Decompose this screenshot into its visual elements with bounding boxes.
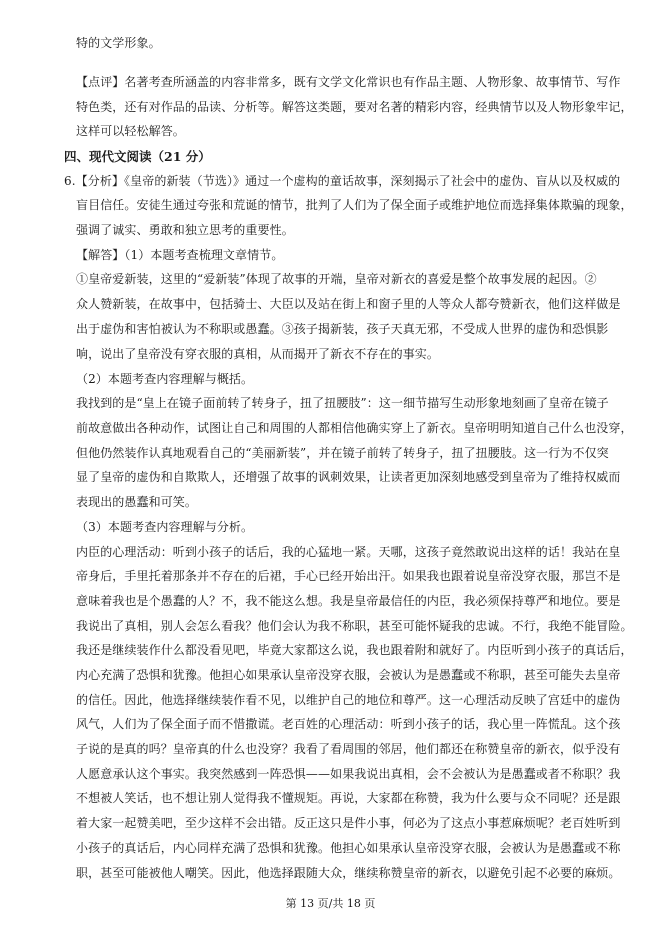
text-line: 强调了诚实、勇敢和独立思考的重要性。: [76, 223, 294, 237]
text-line: 人愿意承认这个事实。我突然感到一阵恐惧——如果我说出真相，会不会被认为是愚蠢或者不称职？我: [76, 767, 621, 781]
text-line: 帝身后，手里托着那条并不存在的后裙，手心已经开始出汗。如果我也跟着说皇帝没穿衣服，那岂不是: [76, 569, 621, 583]
text-line: 响，说出了皇帝没有穿衣服的真相，从而揭开了新衣不存在的事实。: [76, 347, 440, 361]
section-heading: 四、现代文阅读（21 分）: [64, 149, 211, 164]
text-line: 这样可以轻松解答。: [76, 124, 185, 138]
question-analysis-line: 6.【分析】《皇帝的新装（节选）》通过一个虚构的童话故事，深刻揭示了社会中的虚伪、盲从以及权威的: [64, 174, 621, 188]
text-line: 不想被人笑话，也不想让别人觉得我不懂规矩。再说，大家都在称赞，我为什么要与众不同呢？还是跟: [76, 791, 621, 805]
text-line: 我说出了真相，别人会怎么看我？他们会认为我不称职，甚至可能怀疑我的忠诚。不行，我绝不能冒险。: [76, 619, 633, 633]
text-line: 职，甚至可能被他人嘲笑。因此，他选择跟随大众，继续称赞皇帝的新衣，以避免引起不必要的麻烦。: [76, 866, 621, 880]
text-line: 众人赞新装，在故事中，包括骑士、大臣以及站在街上和窗子里的人等众人都夸赞新衣，他们这样做是: [76, 297, 621, 311]
answer-line: 【解答】（1）本题考查梳理文章情节。: [76, 248, 284, 262]
text-line: 着大家一起赞美吧，至少这样不会出错。反正这只是件小事，何必为了这点小事惹麻烦呢？老百姓听到: [76, 816, 621, 830]
text-line: 特色类，还有对作品的品读、分析等。解答这类题，要对名著的精彩内容，经典情节以及人物形象牢记，: [76, 100, 633, 114]
text-line: 但他仍然装作认真地观看自己的“美丽新装”，并在镜子前转了转身子，扭了扭腰肢。这一行为不仅突: [76, 446, 609, 460]
subquestion-line: （3）本题考查内容理解与分析。: [76, 520, 254, 534]
subquestion-line: （2）本题考查内容理解与概括。: [76, 372, 254, 386]
text-line: 的信任。因此，他选择继续装作看不见，以维护自己的地位和尊严。这一心理活动反映了宫廷中的虚伪: [76, 693, 621, 707]
text-line: 子说的是真的吗？皇帝真的什么也没穿？我看了看周围的邻居，他们都还在称赞皇帝的新衣，似乎没有: [76, 742, 621, 756]
text-line: 盲目信任。安徒生通过夸张和荒诞的情节，批判了人们为了保全面子或维护地位而选择集体欺骗的现象，: [76, 198, 633, 212]
page-footer: 第 13 页/共 18 页: [285, 897, 376, 910]
text-line: 意味着我也是个愚蠢的人？不，我不能这么想。我是皇帝最信任的内臣，我必须保持尊严和地位。要是: [76, 594, 621, 608]
text-line: 显了皇帝的虚伪和自欺欺人，还增强了故事的讽刺效果，让读者更加深刻地感受到皇帝为了维持权威而: [76, 470, 621, 484]
text-line: 我还是继续装作什么都没看见吧，毕竟大家都这么说，我也跟着附和就好了。内臣听到小孩子的真话后，: [76, 643, 633, 657]
text-line: 我找到的是“皇上在镜子面前转了转身子，扭了扭腰肢”：这一细节描写生动形象地刻画了皇帝在镜子: [76, 396, 609, 410]
text-line: 内臣的心理活动：听到小孩子的话后，我的心猛地一紧。天哪，这孩子竟然敢说出这样的话！我站在皇: [76, 545, 621, 559]
text-line: 风气，人们为了保全面子而不惜撒谎。老百姓的心理活动：听到小孩子的话，我心里一阵慌乱。这个孩: [76, 717, 621, 731]
text-line: 表现出的愚蠢和可笑。: [76, 495, 198, 509]
text-line: 内心充满了恐惧和犹豫。他担心如果承认皇帝没穿衣服，会被认为是愚蠢或不称职，甚至可能失去皇帝: [76, 668, 621, 682]
text-line: 出于虚伪和害怕被认为不称职或愚蠢。③孩子揭新装，孩子天真无邪，不受成人世界的虚伪和恐惧影: [76, 322, 609, 336]
text-line: 前故意做出各种动作，试图让自己和周围的人都相信他确实穿上了新衣。皇帝明明知道自己什么也没穿，: [76, 421, 633, 435]
text-line: ①皇帝爱新装，这里的“爱新装”体现了故事的开端，皇帝对新衣的喜爱是整个故事发展的起因。②: [76, 272, 597, 286]
text-line: 特的文学形象。: [76, 36, 161, 50]
text-line: 小孩子的真话后，内心同样充满了恐惧和犹豫。他担心如果承认皇帝没穿衣服，会被认为是愚蠢或不称: [76, 841, 621, 855]
comment-line: 【点评】名著考查所涵盖的内容非常多，既有文学文化常识也有作品主题、人物形象、故事情节、写作: [76, 75, 621, 89]
